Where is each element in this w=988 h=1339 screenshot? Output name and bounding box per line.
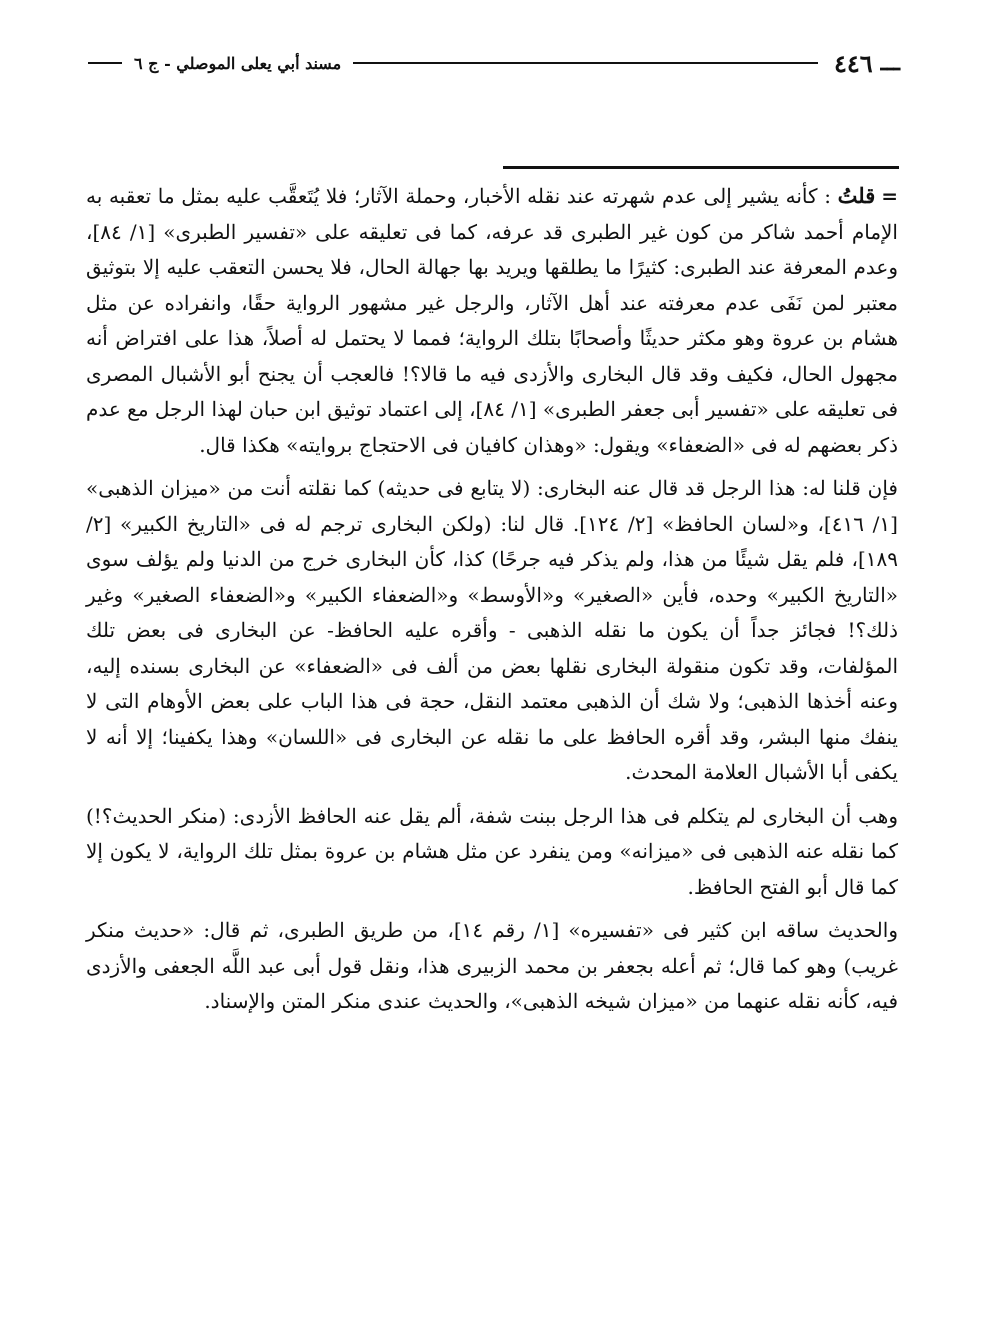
book-title: مسند أبي يعلى الموصلي - ج ٦	[134, 53, 342, 73]
paragraph-label: قلتُ	[837, 183, 876, 208]
paragraph-1	[86, 178, 898, 463]
paragraph-2	[86, 471, 898, 791]
running-header	[88, 46, 900, 80]
paragraph-4	[86, 913, 898, 1020]
header-rule	[353, 62, 818, 64]
paragraph-text: وهب أن البخارى لم يتكلم فى هذا الرجل ببنت شفة، ألم يقل عنه الحافظ الأزدى: (منكر الحديث؟!) كما نقله عنه الذهبى فى «ميزانه» ومن ينفرد عن مثل هشام بن عروة بمثل تلك الرواية، لا يكون إلا كما قال أبو الفتح الحافظ.	[86, 803, 898, 899]
footnote-body	[86, 178, 898, 1028]
paragraph-text: : كأنه يشير إلى عدم شهرته عند نقله الأخبار، وحملة الآثار؛ فلا يُتَعقَّب عليه بمثل ما تعقبه به الإمام أحمد شاكر من كون غير الطبرى قد عرفه، كما فى تعليقه على «تفسير الطبرى» [١/ ٨٤]، وعدم المعرفة عند الطبرى: كثيرًا ما يطلقها ويريد بها جهالة الحال، فلا يحسن التعقب عليه إلا بتوثيق معتبر لمن نَفَى عدم معرفته عند أهل الآثار، والرجل غير مشهور الرواية حقًا، وانفراده عن مثل هشام بن عروة وهو مكثر حديثًا وأصحابًا بتلك الرواية؛ فمما لا يحتمل له أصلاً، هذا على افتراض أنه مجهول الحال، فكيف وقد قال البخارى والأزدى فيه ما قالا؟! فالعجب أن يجنح أبو الأشبال المصرى فى تعليقه على «تفسير أبى جعفر الطبرى» [١/ ٨٤]، إلى اعتماد توثيق ابن حبان لهذا الرجل مع عدم ذكر بعضهم له فى «الضعفاء» ويقول: «وهذان كافيان فى الاحتجاج بروايته» هكذا قال.	[86, 184, 898, 457]
paragraph-3	[86, 799, 898, 906]
header-leading-dash: ـــ	[880, 50, 900, 76]
paragraph-text: فإن قلنا له: هذا الرجل قد قال عنه البخارى: (لا يتابع فى حديثه) كما نقلته أنت من «ميزان الذهبى» [١/ ٤١٦]، و«لسان الحافظ» [٢/ ١٢٤]. قال لنا: (ولكن البخارى ترجم له فى «التاريخ الكبير» [٢/ ١٨٩]، فلم يقل شيئًا من هذا، ولم يذكر فيه جرحًا) كذا، كأن البخارى خرج من الدنيا ولم يؤلف سوى «التاريخ الكبير» وحده، فأين «الصغير» و«الأوسط» و«الضعفاء الكبير» و«الضعفاء الصغير» وغير ذلك؟! فجائز جداً أن يكون ما نقله الذهبى - وأقره عليه الحافظ- عن البخارى فى بعض تلك المؤلفات، وقد تكون منقولة البخارى نقلها بعض من ألف فى «الضعفاء» عن البخارى بسنده إليه، وعنه أخذها الذهبى؛ ولا شك أن الذهبى معتمد النقل، حجة فى هذا الباب على بعض الأوهام التى لا ينفك منها البشر، وقد أقره الحافظ على ما نقله عن البخارى فى «اللسان» وهذا يكفينا؛ إلا أنه لا يكفى أبا الأشبال العلامة المحدث.	[86, 476, 898, 784]
continuation-mark: =	[881, 184, 899, 208]
paragraph-text: والحديث ساقه ابن كثير فى «تفسيره» [١/ رقم ١٤]، من طريق الطبرى، ثم قال: «حديث منكر غريب) وهو كما قال؛ ثم أعله بجعفر بن محمد الزبيرى هذا، ونقل قول أبى عبد اللَّه الجعفى والأزدى فيه، كأنه نقله عنهما من «ميزان شيخه الذهبى»، والحديث عندى منكر المتن والإسناد.	[86, 918, 898, 1013]
header-trailing-dash	[88, 62, 122, 64]
page-number: ٤٤٦	[833, 48, 873, 78]
footnote-separator	[503, 166, 899, 169]
